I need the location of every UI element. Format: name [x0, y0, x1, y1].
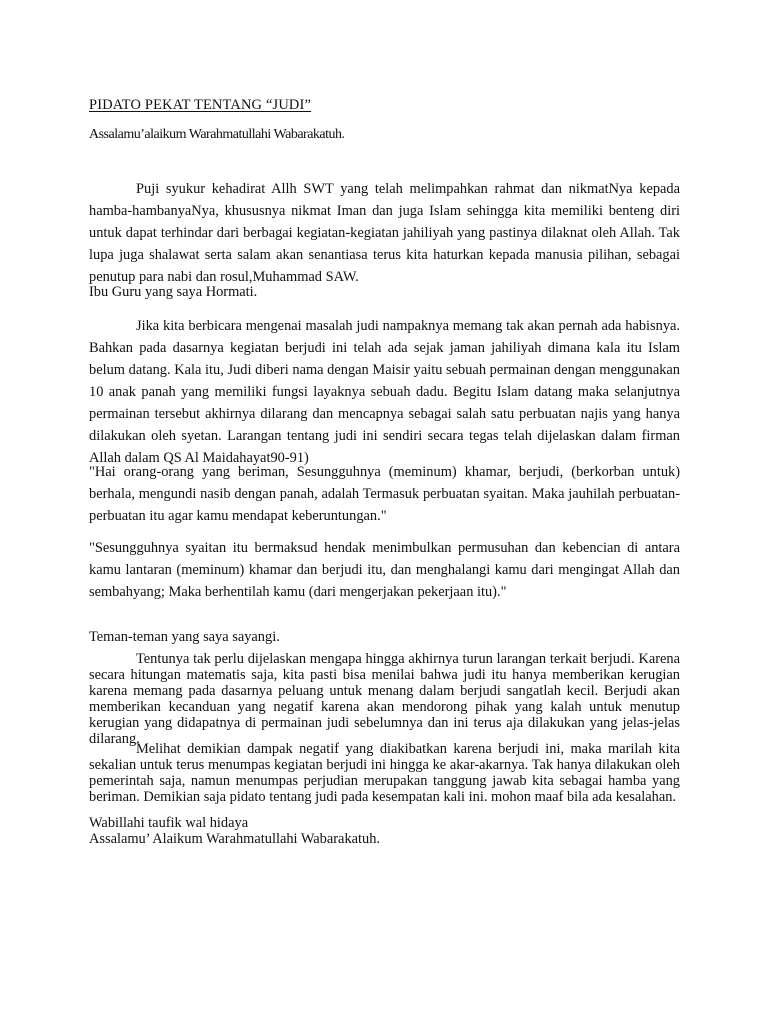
paragraph-melihat: Melihat demikian dampak negatif yang diakibatkan karena berjudi ini, maka marilah kita sekalian untuk terus menumpas kegiatan berjudi ini hingga ke akar-akarnya. Tak hanya dilakukan oleh pemerintah saja, namun menumpas perjudian merupakan tanggung jawab kita sebagai hamba yang beriman. Demikian saja pidato tentang judi pada kesempatan kali ini. mohon maaf bila ada kesalahan. — [89, 741, 680, 805]
closing-block — [89, 815, 380, 847]
paragraph-quote-2: "Sesungguhnya syaitan itu bermaksud hendak menimbulkan permusuhan dan kebencian di antara kamu lantaran (meminum) khamar dan berjudi itu, dan menghalangi kamu dari mengingat Allah dan sembahyang; Maka berhentilah kamu (dari mengerjakan pekerjaan itu)." — [89, 540, 680, 600]
opening-greeting: Assalamu’alaikum Warahmatullahi Wabarakatuh. — [89, 127, 345, 142]
paragraph-judi: Jika kita berbicara mengenai masalah judi nampaknya memang tak akan pernah ada habisnya. Bahkan pada dasarnya kegiatan berjudi ini telah ada sejak jaman jahiliyah dimana kala itu Islam belum datang. Kala itu, Judi diberi nama dengan Maisir yaitu sebuah permainan dengan menggunakan 10 anak panah yang memiliki fungsi layaknya sebuah dadu. Begitu Islam datang maka selanjutnya permainan tersebut akhirnya dilarang dan mencapnya sebagai salah satu perbuatan najis yang hanya dilakukan oleh syetan. Larangan tentang judi ini sendiri secara tegas telah dijelaskan dalam firman Allah dalam QS Al Maidahayat90-91) — [89, 318, 680, 466]
closing-line-1: Wabillahi taufik wal hidaya — [89, 815, 249, 831]
paragraph-tentunya: Tentunya tak perlu dijelaskan mengapa hingga akhirnya turun larangan terkait berjudi. Karena secara hitungan matematis saja, kita pasti bisa menilai bahwa judi itu hanya memberikan kerugian karena memang pada dasarnya peluang untuk menang dalam berjudi sangatlah kecil. Berjudi akan memberikan kecanduan yang negatif karena akan mendorong pihak yang kalah untuk menutup kerugian yang didapatnya di permainan judi sebelumnya dan ini terus aja dilakukan yang jelas-jelas dilarang. — [89, 651, 680, 747]
closing-line-2: Assalamu’ Alaikum Warahmatullahi Wabarakatuh. — [89, 831, 381, 847]
paragraph-quote-1: "Hai orang-orang yang beriman, Sesungguhnya (meminum) khamar, berjudi, (berkorban untuk) berhala, mengundi nasib dengan panah, adalah Termasuk perbuatan syaitan. Maka jauhilah perbuatan-perbuatan itu agar kamu mendapat keberuntungan." — [89, 464, 680, 524]
paragraph-teman: Teman-teman yang saya sayangi. — [89, 629, 280, 645]
document-page — [89, 0, 680, 1024]
paragraph-ibu-guru: Ibu Guru yang saya Hormati. — [89, 284, 258, 300]
document-title: PIDATO PEKAT TENTANG “JUDI” — [89, 97, 312, 113]
paragraph-intro: Puji syukur kehadirat Allh SWT yang telah melimpahkan rahmat dan nikmatNya kepada hamba-hambanyaNya, khususnya nikmat Iman dan juga Islam sehingga kita memiliki benteng diri untuk dapat terhindar dari berbagai kegiatan-kegiatan jahiliyah yang pastinya dilaknat oleh Allah. Tak lupa juga shalawat serta salam akan senantiasa terus kita haturkan kepada manusia pilihan, sebagai penutup para nabi dan rosul,Muhammad SAW. — [89, 181, 680, 285]
